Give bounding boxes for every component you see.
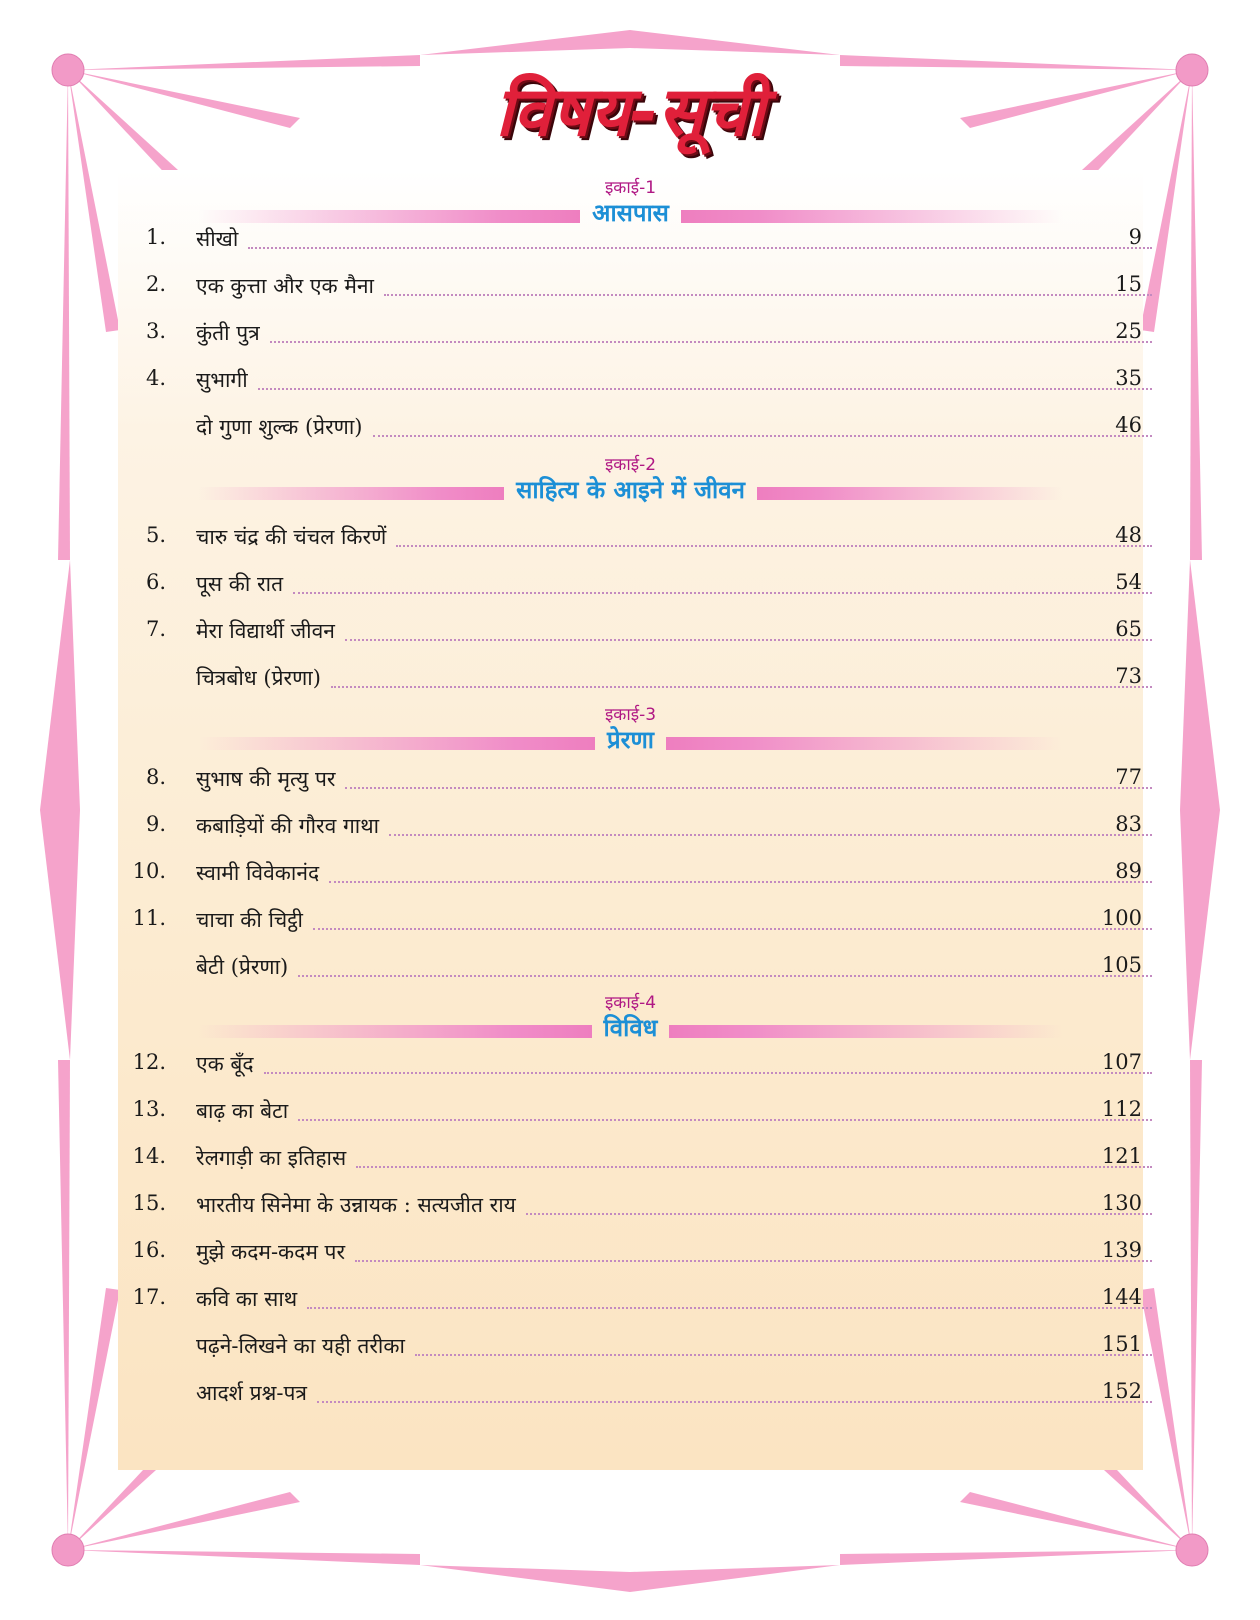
dot-leader	[331, 686, 1152, 688]
lesson-title: बेटी (प्रेरणा)	[196, 955, 289, 979]
dot-leader	[298, 1119, 1152, 1121]
lesson-title: सुभाष की मृत्यु पर	[196, 767, 336, 791]
lesson-number: 14.	[132, 1144, 166, 1168]
dot-leader	[355, 1260, 1152, 1262]
lesson-number: 13.	[132, 1097, 166, 1121]
toc-entry	[0, 812, 1260, 846]
toc-entry	[0, 1379, 1260, 1413]
lesson-title: चारु चंद्र की चंचल किरणें	[196, 525, 387, 549]
dot-leader	[526, 1213, 1152, 1215]
lesson-title: कबाड़ियों की गौरव गाथा	[196, 814, 380, 838]
lesson-title: पूस की रात	[196, 572, 284, 596]
lesson-title: सुभागी	[196, 368, 248, 392]
toc-entry	[0, 1332, 1260, 1366]
lesson-number: 6.	[145, 570, 166, 594]
dot-leader	[415, 1354, 1152, 1356]
page-number: 112	[1101, 1097, 1142, 1121]
dot-leader	[307, 1307, 1152, 1309]
page-number: 105	[1101, 953, 1142, 977]
toc-entry	[0, 1238, 1260, 1272]
lesson-title: रेलगाड़ी का इतिहास	[196, 1146, 347, 1170]
page-number: 130	[1101, 1191, 1142, 1215]
lesson-title: स्वामी विवेकानंद	[196, 861, 320, 885]
dot-leader	[384, 294, 1152, 296]
toc-entry	[0, 617, 1260, 651]
dot-leader	[389, 834, 1152, 836]
unit-title: प्रेरणा	[606, 726, 655, 754]
toc-entry	[0, 765, 1260, 799]
dot-leader	[396, 545, 1152, 547]
dot-leader	[248, 247, 1152, 249]
lesson-title: आदर्श प्रश्न-पत्र	[196, 1381, 307, 1405]
toc-entry	[0, 1144, 1260, 1178]
toc-entry	[0, 664, 1260, 698]
lesson-title: चाचा की चिट्ठी	[196, 908, 303, 932]
toc-entry	[0, 1191, 1260, 1225]
lesson-number: 4.	[145, 366, 166, 390]
dot-leader	[356, 1166, 1152, 1168]
lesson-title: सीखो	[196, 227, 239, 251]
lesson-title: दो गुणा शुल्क (प्रेरणा)	[196, 415, 363, 439]
lesson-title: एक कुत्ता और एक मैना	[196, 274, 374, 298]
unit-label: इकाई-2	[604, 455, 657, 475]
toc-entry	[0, 1050, 1260, 1084]
toc-entry	[0, 413, 1260, 447]
dot-leader	[345, 787, 1152, 789]
unit-label: इकाई-4	[604, 993, 657, 1013]
dot-leader	[313, 928, 1152, 930]
lesson-title: कुंती पुत्र	[196, 321, 260, 345]
unit-title: साहित्य के आइने में जीवन	[516, 476, 745, 504]
lesson-title: बाढ़ का बेटा	[196, 1099, 289, 1123]
lesson-number: 17.	[132, 1285, 166, 1309]
toc-entry	[0, 225, 1260, 259]
dot-leader	[317, 1401, 1152, 1403]
lesson-number: 15.	[132, 1191, 166, 1215]
toc-entry	[0, 953, 1260, 987]
toc-entry	[0, 570, 1260, 604]
page-number: 73	[1115, 664, 1142, 688]
toc-entry	[0, 366, 1260, 400]
lesson-title: मुझे कदम-कदम पर	[196, 1240, 346, 1264]
page-title: विषय-सूची	[495, 73, 765, 152]
dot-leader	[270, 341, 1152, 343]
page-number: 48	[1115, 523, 1142, 547]
toc-entry	[0, 523, 1260, 557]
dot-leader	[258, 388, 1152, 390]
dot-leader	[298, 975, 1152, 977]
page-number: 144	[1101, 1285, 1142, 1309]
lesson-number: 10.	[132, 859, 166, 883]
lesson-title: भारतीय सिनेमा के उन्नायक : सत्यजीत राय	[196, 1193, 516, 1217]
dot-leader	[345, 639, 1152, 641]
unit-label: इकाई-1	[604, 178, 657, 198]
dot-leader	[293, 592, 1152, 594]
lesson-title: एक बूँद	[196, 1052, 254, 1076]
lesson-number: 12.	[132, 1050, 166, 1074]
lesson-title: पढ़ने-लिखने का यही तरीका	[196, 1334, 405, 1358]
unit-title: आसपास	[592, 199, 669, 227]
dot-leader	[264, 1072, 1152, 1074]
unit-title-row	[118, 476, 1143, 507]
lesson-number: 3.	[145, 319, 166, 343]
toc-entry	[0, 859, 1260, 893]
unit-title: विविध	[603, 1014, 658, 1042]
lesson-number: 7.	[145, 617, 166, 641]
lesson-number: 16.	[132, 1238, 166, 1262]
page-number: 151	[1101, 1332, 1142, 1356]
lesson-number: 11.	[132, 906, 166, 930]
toc-entry	[0, 319, 1260, 353]
toc-entry	[0, 1097, 1260, 1131]
page-number: 107	[1101, 1050, 1142, 1074]
page-number: 89	[1115, 859, 1142, 883]
page-number: 121	[1101, 1144, 1142, 1168]
lesson-title: कवि का साथ	[196, 1287, 298, 1311]
page-number: 25	[1115, 319, 1142, 343]
page-number: 77	[1115, 765, 1142, 789]
page-number: 65	[1115, 617, 1142, 641]
toc-entry	[0, 1285, 1260, 1319]
unit-label: इकाई-3	[604, 705, 657, 725]
page-number: 139	[1101, 1238, 1142, 1262]
lesson-number: 8.	[145, 765, 166, 789]
page-number: 15	[1115, 272, 1142, 296]
lesson-number: 2.	[145, 272, 166, 296]
page-number: 100	[1101, 906, 1142, 930]
dot-leader	[373, 435, 1153, 437]
page-number: 152	[1101, 1379, 1142, 1403]
page-number: 9	[1128, 225, 1142, 249]
lesson-title: चित्रबोध (प्रेरणा)	[196, 666, 321, 690]
unit-title-row	[118, 726, 1143, 757]
page-number: 83	[1115, 812, 1142, 836]
page-number: 46	[1115, 413, 1142, 437]
page-number: 35	[1115, 366, 1142, 390]
toc-entry	[0, 906, 1260, 940]
toc-entry	[0, 272, 1260, 306]
lesson-number: 5.	[145, 523, 166, 547]
lesson-title: मेरा विद्यार्थी जीवन	[196, 619, 335, 643]
lesson-number: 1.	[145, 225, 166, 249]
lesson-number: 9.	[145, 812, 166, 836]
dot-leader	[329, 881, 1152, 883]
unit-title-row	[118, 1014, 1143, 1045]
page-number: 54	[1115, 570, 1142, 594]
